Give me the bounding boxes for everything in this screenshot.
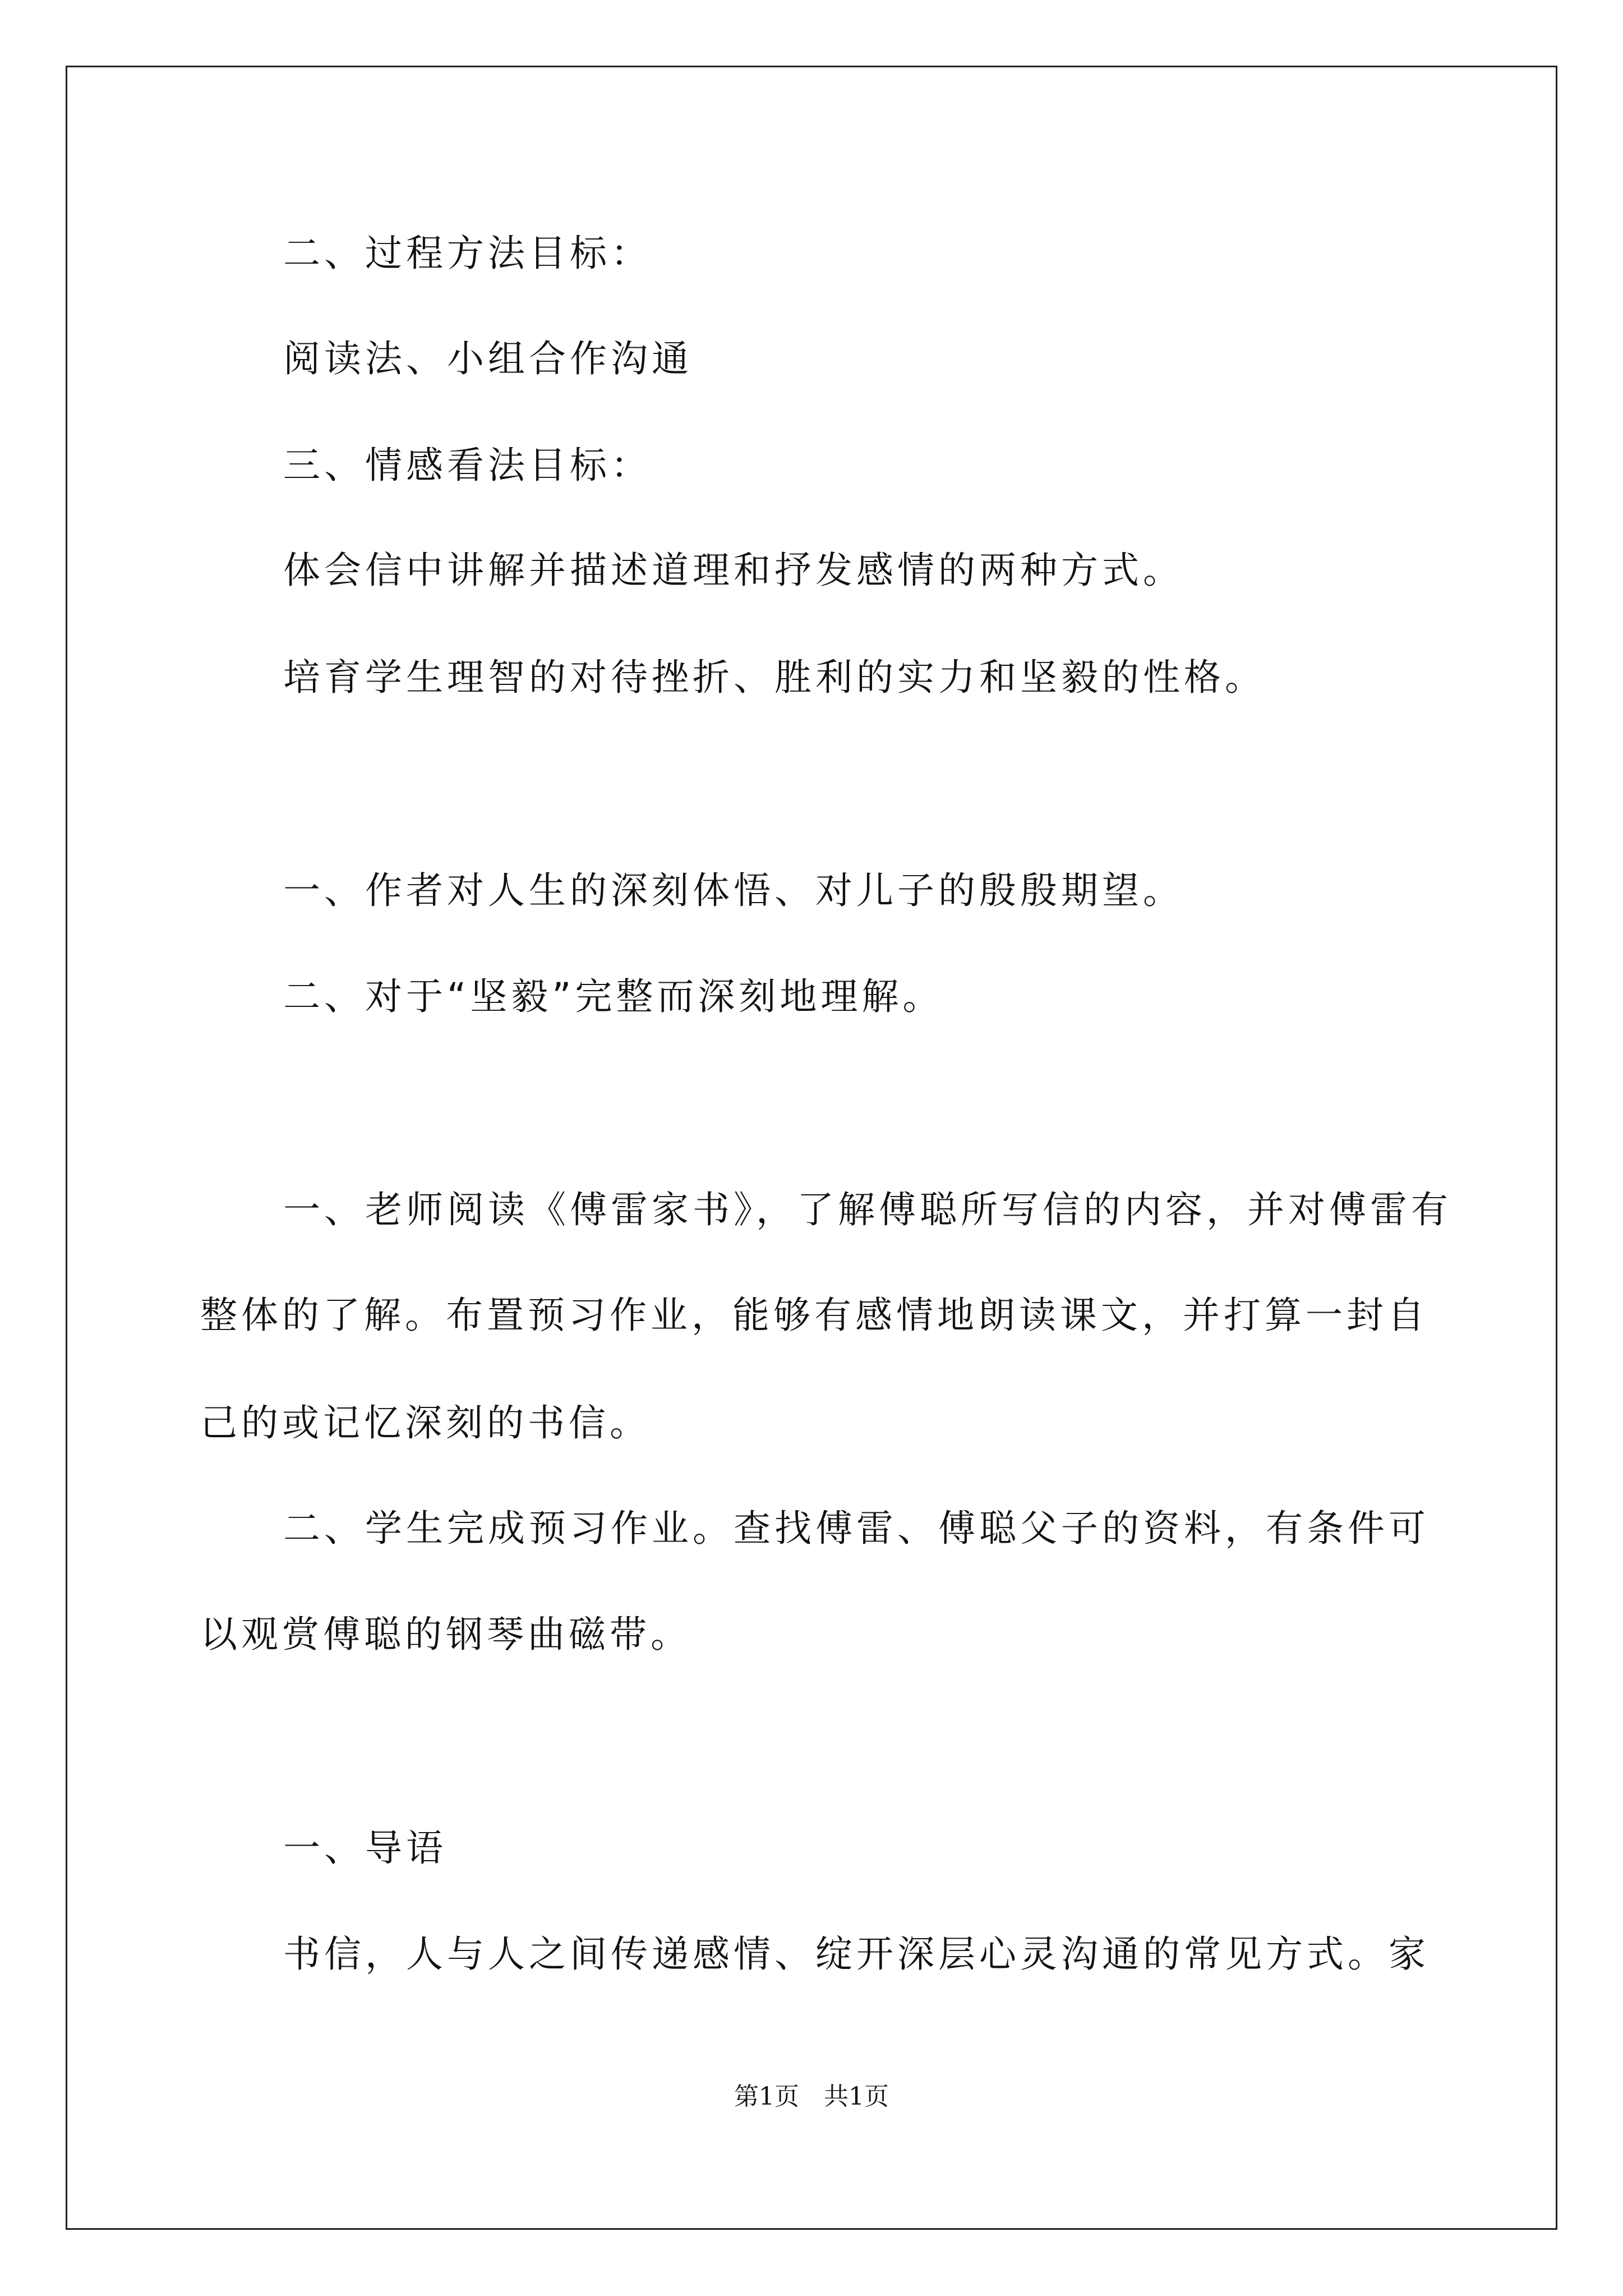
page-footer: 第1页 共1页 — [734, 2082, 889, 2111]
body-line: 书信，人与人之间传递感情、绽开深层心灵沟通的常见方式。家 — [283, 1932, 1430, 1976]
body-line: 培育学生理智的对待挫折、胜利的实力和坚毅的性格。 — [283, 656, 1266, 699]
body-line: 以观赏傅聪的钢琴曲磁带。 — [200, 1613, 691, 1656]
body-line: 一、作者对人生的深刻体悟、对儿子的殷殷期望。 — [283, 869, 1184, 912]
body-line: 二、对于“坚毅”完整而深刻地理解。 — [283, 975, 944, 1018]
body-line: 阅读法、小组合作沟通 — [283, 337, 693, 380]
body-line: 整体的了解。布置预习作业，能够有感情地朗读课文，并打算一封自 — [200, 1294, 1428, 1337]
body-line: 二、学生完成预习作业。查找傅雷、傅聪父子的资料，有条件可 — [283, 1507, 1430, 1550]
body-line: 体会信中讲解并描述道理和抒发感情的两种方式。 — [283, 549, 1184, 592]
body-line: 一、老师阅读《傅雷家书》，了解傅聪所写信的内容，并对傅雷有 — [283, 1188, 1452, 1231]
body-line: 三、情感看法目标： — [283, 444, 652, 487]
page-frame — [66, 66, 1557, 2230]
body-line: 二、过程方法目标： — [283, 232, 652, 275]
body-line: 己的或记忆深刻的书信。 — [200, 1401, 651, 1444]
body-line: 一、导语 — [283, 1826, 447, 1870]
